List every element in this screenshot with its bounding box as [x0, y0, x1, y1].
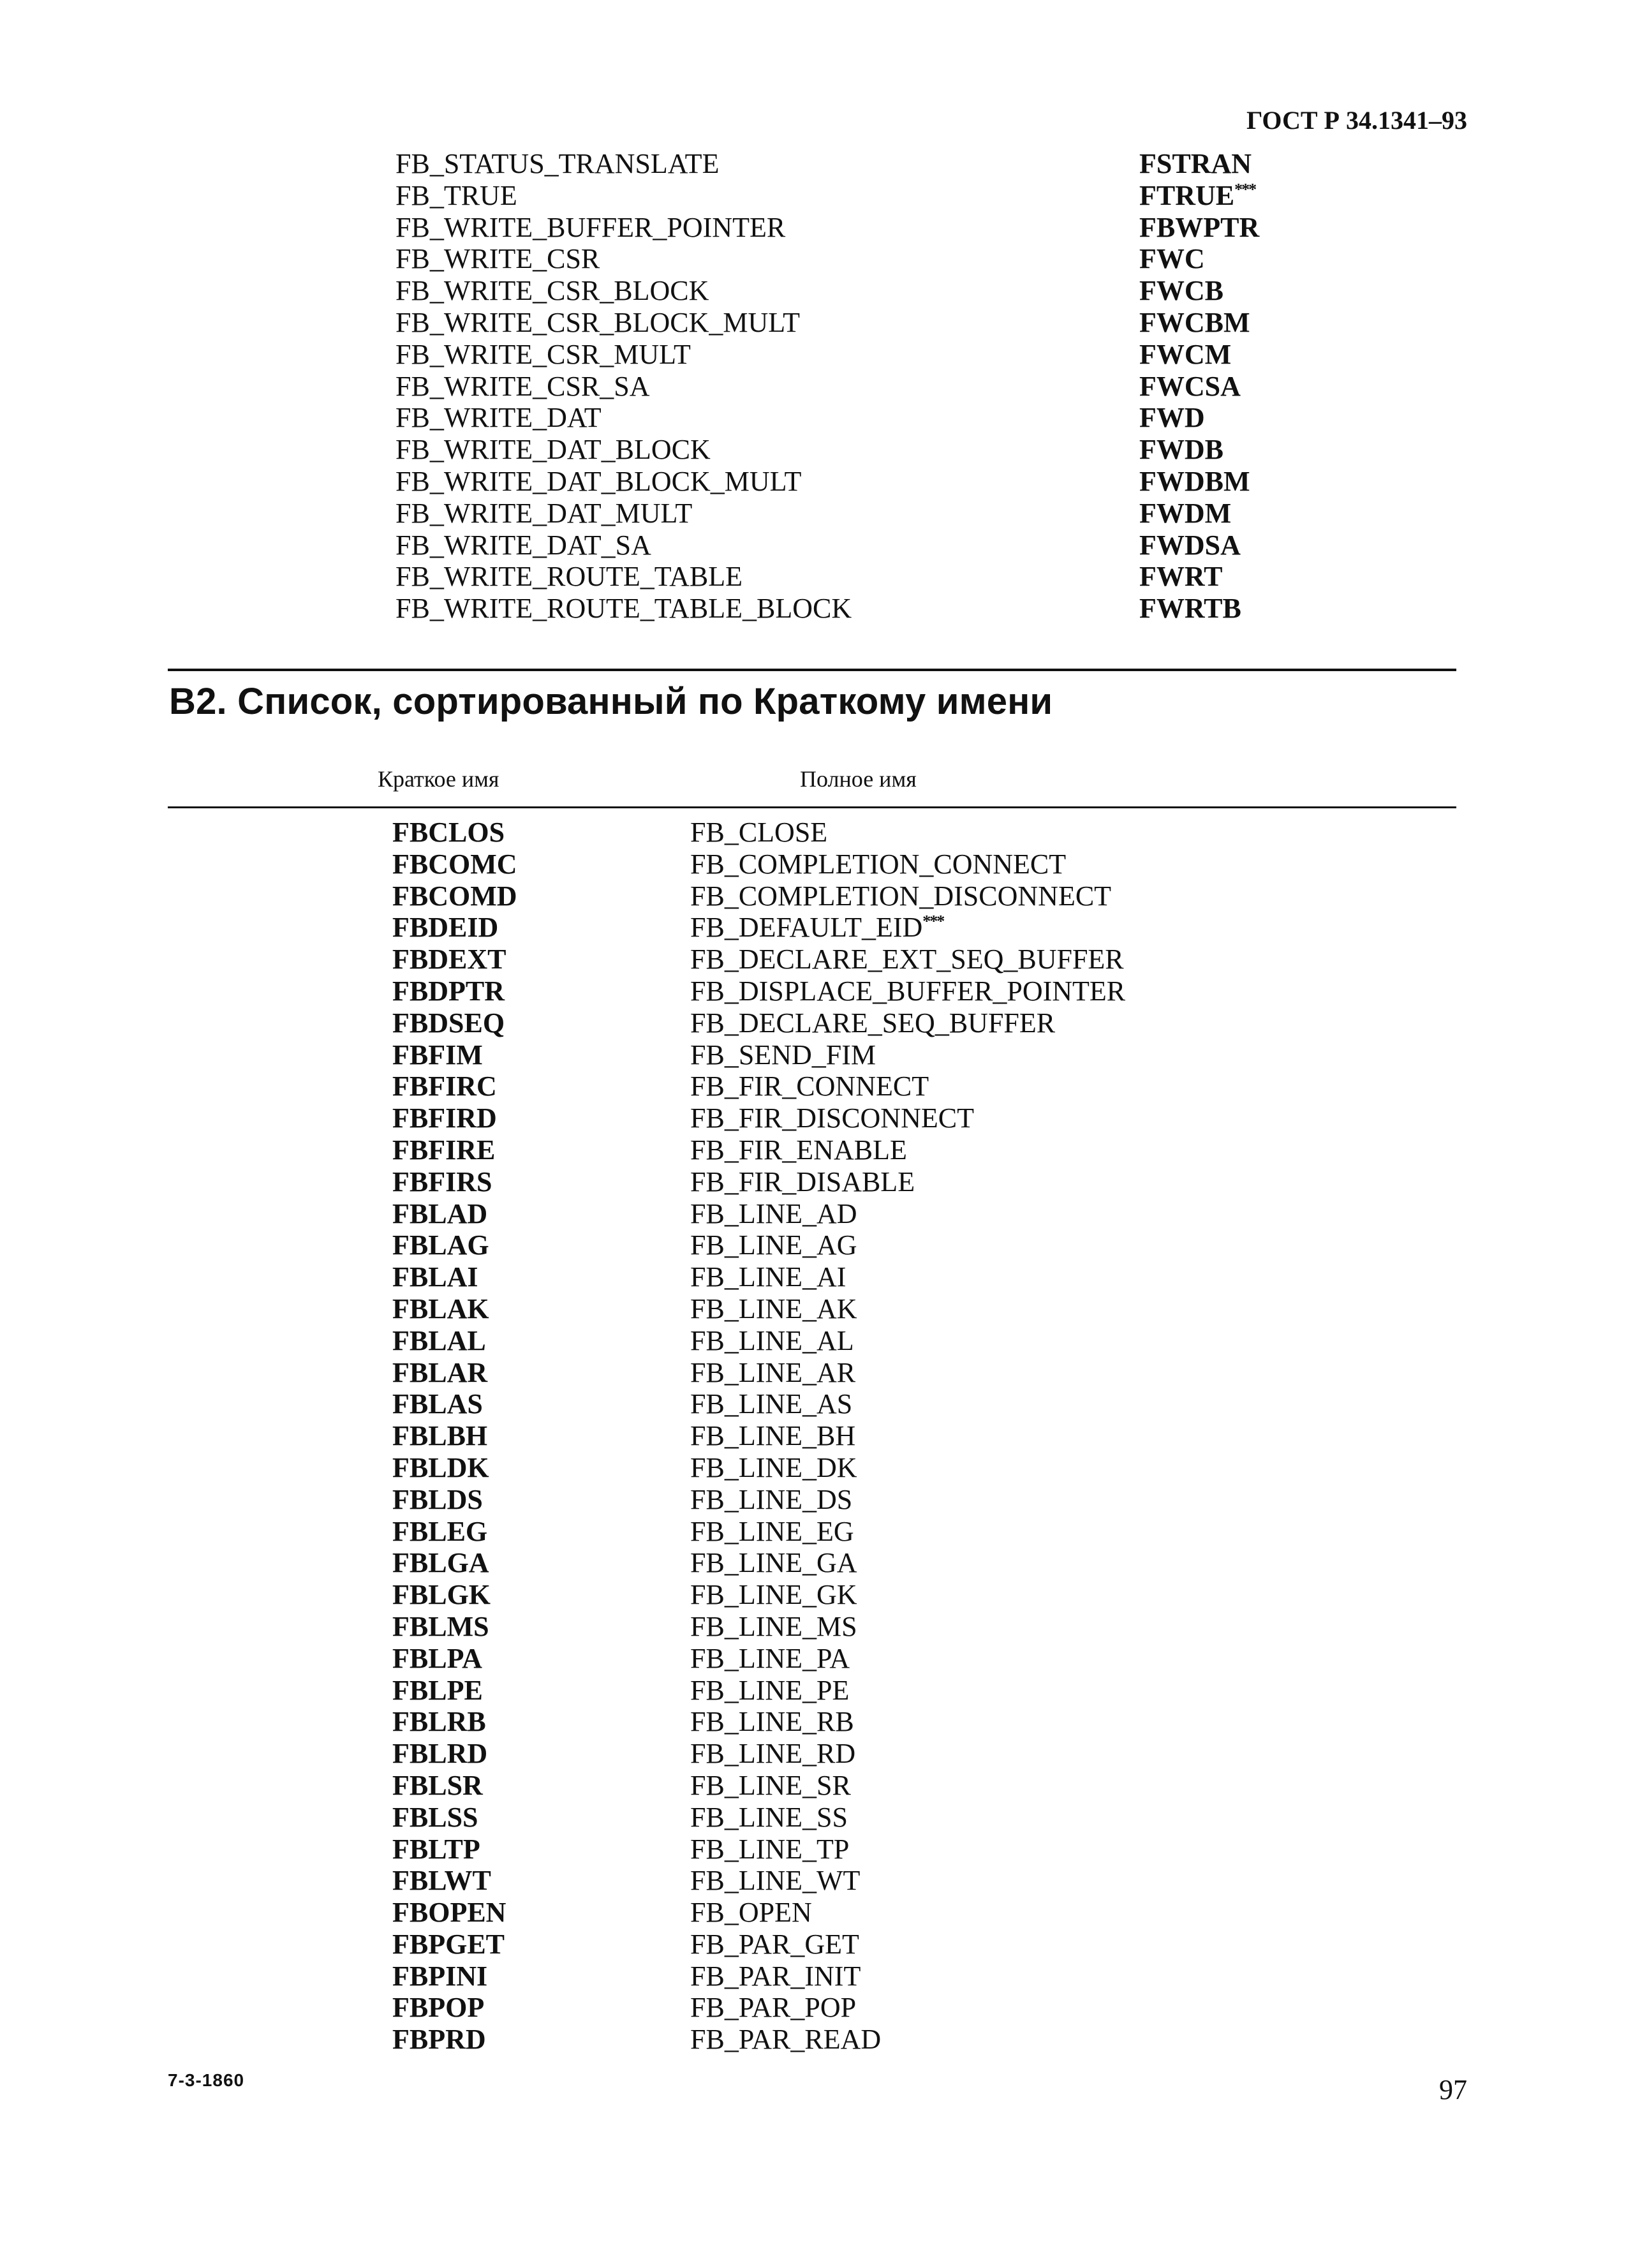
- full-name-text: FB_LINE_AD: [690, 1197, 857, 1229]
- list-row: [392, 944, 1445, 975]
- full-name-cell: [395, 371, 650, 403]
- footnote-mark: ***: [922, 912, 944, 931]
- short-name-cell: [392, 1325, 486, 1357]
- full-name-text: FB_WRITE_CSR: [395, 243, 600, 275]
- full-name-text: FB_TRUE: [395, 179, 517, 211]
- short-name-cell: [392, 1293, 489, 1325]
- list-row: [392, 1897, 1445, 1929]
- list-row: [395, 402, 1301, 434]
- full-name-cell: [690, 975, 1125, 1007]
- full-name-cell: [690, 1802, 848, 1834]
- short-name-text: FBLAS: [392, 1388, 483, 1420]
- full-name-cell: [690, 2024, 881, 2056]
- short-name-text: FBDEID: [392, 912, 499, 944]
- full-name-text: FB_LINE_EG: [690, 1515, 854, 1547]
- full-name-cell: [690, 1134, 907, 1166]
- short-name-cell: [392, 944, 506, 975]
- full-name-cell: [690, 1960, 861, 1992]
- column-header-rule: [168, 806, 1456, 808]
- list-row: [392, 880, 1445, 912]
- short-name-cell: [392, 1198, 487, 1230]
- full-name-text: FB_LINE_PA: [690, 1642, 850, 1674]
- short-name-text: FBLDS: [392, 1483, 483, 1515]
- full-name-cell: [690, 1579, 857, 1611]
- list-row: [395, 371, 1301, 403]
- full-name-cell: [690, 1547, 857, 1579]
- short-name-cell: [392, 849, 517, 880]
- full-name-cell: [395, 243, 600, 275]
- list-row: [395, 180, 1301, 212]
- short-name-cell: [392, 880, 517, 912]
- full-name-cell: [690, 1102, 974, 1134]
- full-name-cell: [395, 466, 801, 498]
- short-name-text: FBLSR: [392, 1769, 483, 1801]
- short-name-cell: [392, 1579, 491, 1611]
- full-name-cell: [395, 498, 692, 530]
- full-name-cell: [690, 1261, 846, 1293]
- full-name-text: FB_LINE_AG: [690, 1229, 857, 1261]
- list-row: [395, 275, 1301, 307]
- full-name-text: FB_DEFAULT_EID: [690, 912, 923, 944]
- full-name-text: FB_WRITE_DAT_BLOCK_MULT: [395, 465, 802, 497]
- list-row: [395, 243, 1301, 275]
- short-name-cell: [392, 1706, 486, 1738]
- full-name-text: FB_COMPLETION_CONNECT: [690, 848, 1067, 880]
- short-name-text: FWC: [1139, 243, 1205, 275]
- short-name-text: FBLWT: [392, 1865, 491, 1897]
- short-name-cell: [1139, 243, 1205, 275]
- short-name-cell: [392, 1166, 492, 1198]
- short-name-cell: [392, 1261, 478, 1293]
- full-name-text: FB_WRITE_CSR_BLOCK_MULT: [395, 306, 801, 338]
- short-name-text: FBFIRS: [392, 1166, 492, 1197]
- short-name-cell: [392, 1611, 489, 1643]
- short-name-cell: [392, 1388, 483, 1420]
- short-name-cell: [1139, 275, 1223, 307]
- standard-designation: ГОСТ Р 34.1341–93: [1246, 106, 1467, 135]
- short-name-cell: [392, 1102, 497, 1134]
- full-name-text: FB_CLOSE: [690, 817, 828, 848]
- short-name-cell: [392, 1929, 505, 1960]
- list-row: [392, 817, 1445, 849]
- short-name-text: FBOPEN: [392, 1897, 506, 1929]
- short-name-cell: [392, 1738, 487, 1770]
- list-row: [392, 1706, 1445, 1738]
- short-name-text: FBCOMD: [392, 880, 517, 912]
- list-row: [392, 1929, 1445, 1960]
- list-row: [392, 1547, 1445, 1579]
- full-name-cell: [690, 1865, 860, 1897]
- short-name-cell: [392, 1960, 487, 1992]
- full-name-cell: [395, 339, 691, 371]
- short-name-text: FBLAR: [392, 1356, 488, 1388]
- full-name-cell: [690, 1007, 1055, 1039]
- short-name-text: FBLDK: [392, 1451, 489, 1483]
- short-name-cell: [1139, 434, 1223, 466]
- list-row: [392, 1643, 1445, 1675]
- short-name-cell: [392, 1992, 484, 2024]
- full-name-text: FB_WRITE_CSR_SA: [395, 370, 650, 402]
- full-name-text: FB_LINE_AS: [690, 1388, 853, 1420]
- short-name-cell: [392, 1452, 489, 1484]
- full-name-text: FB_LINE_SR: [690, 1769, 851, 1801]
- short-name-text: FBPRD: [392, 2024, 486, 2056]
- full-name-cell: [690, 1357, 855, 1389]
- full-name-cell: [395, 561, 743, 593]
- full-name-cell: [690, 1834, 849, 1865]
- full-name-text: FB_WRITE_DAT: [395, 402, 602, 434]
- short-name-cell: [392, 1484, 483, 1516]
- short-name-text: FWCM: [1139, 338, 1232, 370]
- full-name-cell: [690, 880, 1111, 912]
- full-name-cell: [395, 212, 785, 244]
- full-name-cell: [395, 593, 852, 625]
- full-name-text: FB_PAR_POP: [690, 1992, 857, 2024]
- short-name-cell: [392, 1802, 478, 1834]
- full-name-text: FB_WRITE_BUFFER_POINTER: [395, 211, 786, 243]
- short-name-cell: [1139, 498, 1231, 530]
- full-name-cell: [690, 1484, 852, 1516]
- list-row: [392, 1071, 1445, 1102]
- list-row: [392, 1420, 1445, 1452]
- full-name-text: FB_WRITE_CSR_BLOCK: [395, 275, 709, 307]
- full-name-cell: [690, 1039, 876, 1071]
- list-row: [395, 307, 1301, 339]
- short-name-cell: [1139, 561, 1222, 593]
- section-title: B2. Список, сортированный по Краткому имени: [169, 681, 1053, 722]
- list-row: [395, 530, 1301, 561]
- short-name-text: FBLEG: [392, 1515, 488, 1547]
- full-name-text: FB_SEND_FIM: [690, 1039, 876, 1071]
- list-row: [392, 1865, 1445, 1897]
- list-row: [392, 849, 1445, 880]
- list-row: [392, 1134, 1445, 1166]
- short-name-text: FSTRAN: [1139, 148, 1252, 179]
- full-name-cell: [690, 1420, 855, 1452]
- full-name-text: FB_LINE_DS: [690, 1483, 853, 1515]
- short-name-text: FBFIRE: [392, 1134, 496, 1166]
- print-code: 7-3-1860: [168, 2070, 245, 2090]
- list-row: [392, 2024, 1445, 2056]
- short-name-cell: [1139, 212, 1259, 244]
- list-row: [395, 593, 1301, 625]
- full-name-text: FB_DECLARE_EXT_SEQ_BUFFER: [690, 944, 1124, 975]
- list-row: [392, 1579, 1445, 1611]
- list-row: [392, 1992, 1445, 2024]
- short-name-text: FWD: [1139, 402, 1205, 434]
- short-name-text: FBDEXT: [392, 944, 506, 975]
- list-row: [392, 1007, 1445, 1039]
- short-name-text: FWRTB: [1139, 593, 1241, 625]
- full-name-cell: [690, 1770, 851, 1802]
- full-name-cell: [690, 1516, 854, 1548]
- full-name-cell: [395, 275, 709, 307]
- list-row: [392, 1675, 1445, 1707]
- short-name-cell: [392, 1547, 489, 1579]
- list-row: [392, 1102, 1445, 1134]
- full-name-text: FB_PAR_READ: [690, 2024, 882, 2056]
- full-name-text: FB_LINE_SS: [690, 1801, 848, 1833]
- full-name-text: FB_FIR_DISCONNECT: [690, 1102, 974, 1134]
- short-name-text: FBLAK: [392, 1293, 489, 1324]
- short-name-text: FBCOMC: [392, 848, 517, 880]
- list-row: [392, 1039, 1445, 1071]
- full-name-cell: [690, 1293, 857, 1325]
- short-name-cell: [392, 1834, 480, 1865]
- full-name-text: FB_LINE_PE: [690, 1674, 850, 1706]
- page-number: 97: [1439, 2074, 1467, 2105]
- full-name-text: FB_FIR_DISABLE: [690, 1166, 915, 1197]
- full-name-cell: [690, 1198, 857, 1230]
- list-row: [392, 1516, 1445, 1548]
- section-divider-rule: [168, 669, 1456, 671]
- full-name-text: FB_LINE_RB: [690, 1706, 854, 1738]
- list-row: [395, 434, 1301, 466]
- short-name-text: FBLGA: [392, 1547, 489, 1579]
- short-name-cell: [392, 1516, 487, 1548]
- list-row: [392, 1484, 1445, 1516]
- short-name-text: FBFIRC: [392, 1071, 497, 1102]
- full-name-text: FB_OPEN: [690, 1897, 812, 1929]
- short-name-text: FBLAL: [392, 1324, 486, 1356]
- short-name-cell: [392, 817, 505, 849]
- full-name-text: FB_LINE_WT: [690, 1865, 861, 1897]
- short-name-text: FBLPA: [392, 1642, 482, 1674]
- column-header-short-name: Краткое имя: [378, 766, 499, 792]
- short-name-cell: [392, 1643, 482, 1675]
- list-row: [392, 1834, 1445, 1865]
- short-name-cell: [1139, 530, 1241, 561]
- list-row: [392, 1293, 1445, 1325]
- short-name-text: FWRT: [1139, 561, 1223, 593]
- short-name-text: FBLRB: [392, 1706, 486, 1738]
- full-name-text: FB_LINE_GA: [690, 1547, 857, 1579]
- full-name-text: FB_STATUS_TRANSLATE: [395, 148, 720, 179]
- short-name-cell: [392, 1357, 487, 1389]
- full-name-text: FB_LINE_TP: [690, 1833, 850, 1865]
- list-row: [392, 1738, 1445, 1770]
- full-name-text: FB_WRITE_CSR_MULT: [395, 338, 691, 370]
- list-row: [392, 1261, 1445, 1293]
- list-row: [392, 1325, 1445, 1357]
- short-name-text: FBPGET: [392, 1928, 505, 1960]
- full-name-cell: [395, 402, 602, 434]
- column-header-full-name: Полное имя: [800, 766, 917, 792]
- full-name-text: FB_LINE_GK: [690, 1579, 857, 1611]
- short-name-text: FWCB: [1139, 275, 1223, 307]
- list-row: [392, 975, 1445, 1007]
- short-name-text: FWDSA: [1139, 529, 1241, 561]
- full-name-text: FB_LINE_AL: [690, 1324, 854, 1356]
- list-row: [395, 561, 1301, 593]
- short-name-cell: [392, 1897, 506, 1929]
- short-name-text: FBDPTR: [392, 975, 505, 1007]
- full-name-text: FB_WRITE_DAT_MULT: [395, 497, 693, 529]
- short-name-cell: [392, 2024, 486, 2056]
- full-name-cell: [690, 1388, 852, 1420]
- list-row: [392, 912, 1445, 944]
- short-name-text: FBPINI: [392, 1960, 488, 1992]
- full-name-text: FB_LINE_MS: [690, 1610, 857, 1642]
- full-name-text: FB_LINE_BH: [690, 1420, 856, 1452]
- short-name-text: FBLTP: [392, 1833, 480, 1865]
- short-name-text: FBLMS: [392, 1610, 489, 1642]
- short-name-cell: [392, 1770, 483, 1802]
- short-name-text: FWDM: [1139, 497, 1232, 529]
- list-row: [392, 1452, 1445, 1484]
- full-name-cell: [690, 1611, 857, 1643]
- short-name-text: FBWPTR: [1139, 211, 1260, 243]
- short-name-cell: [1139, 307, 1250, 339]
- full-name-text: FB_WRITE_DAT_SA: [395, 529, 651, 561]
- full-name-text: FB_FIR_ENABLE: [690, 1134, 907, 1166]
- full-name-cell: [395, 180, 517, 212]
- list-row: [392, 1357, 1445, 1389]
- full-name-text: FB_WRITE_DAT_BLOCK: [395, 434, 711, 466]
- list-row: [392, 1770, 1445, 1802]
- short-name-sorted-list: [392, 817, 1445, 2056]
- short-name-text: FBLPE: [392, 1674, 483, 1706]
- short-name-cell: [392, 1039, 483, 1071]
- short-name-text: FBCLOS: [392, 817, 505, 848]
- full-name-text: FB_DECLARE_SEQ_BUFFER: [690, 1007, 1056, 1039]
- short-name-cell: [392, 1675, 483, 1707]
- full-name-cell: [690, 1452, 857, 1484]
- full-name-sorted-list-continuation: [395, 148, 1301, 625]
- short-name-cell: [1139, 180, 1255, 212]
- short-name-cell: [392, 1420, 487, 1452]
- full-name-text: FB_COMPLETION_DISCONNECT: [690, 880, 1112, 912]
- short-name-text: FBDSEQ: [392, 1007, 505, 1039]
- short-name-cell: [392, 1865, 491, 1897]
- full-name-cell: [395, 148, 719, 180]
- full-name-cell: [690, 1675, 849, 1707]
- list-row: [395, 339, 1301, 371]
- list-row: [392, 1802, 1445, 1834]
- full-name-text: FB_PAR_GET: [690, 1928, 859, 1960]
- short-name-cell: [1139, 593, 1241, 625]
- full-name-cell: [690, 1071, 929, 1102]
- short-name-cell: [1139, 148, 1252, 180]
- full-name-cell: [690, 944, 1124, 975]
- full-name-text: FB_DISPLACE_BUFFER_POINTER: [690, 975, 1126, 1007]
- full-name-text: FB_LINE_DK: [690, 1451, 857, 1483]
- full-name-cell: [690, 1325, 854, 1357]
- short-name-cell: [1139, 371, 1241, 403]
- short-name-text: FBLAG: [392, 1229, 489, 1261]
- full-name-cell: [395, 434, 711, 466]
- list-row: [395, 498, 1301, 530]
- short-name-cell: [392, 912, 498, 944]
- short-name-text: FBLAD: [392, 1197, 488, 1229]
- short-name-text: FTRUE: [1139, 179, 1235, 211]
- full-name-cell: [690, 1229, 857, 1261]
- full-name-cell: [690, 849, 1066, 880]
- list-row: [395, 212, 1301, 244]
- full-name-text: FB_PAR_INIT: [690, 1960, 861, 1992]
- full-name-cell: [690, 1643, 850, 1675]
- full-name-text: FB_WRITE_ROUTE_TABLE_BLOCK: [395, 593, 852, 625]
- short-name-text: FBLBH: [392, 1420, 488, 1452]
- short-name-cell: [1139, 466, 1250, 498]
- short-name-text: FBFIRD: [392, 1102, 497, 1134]
- full-name-cell: [395, 530, 651, 561]
- full-name-cell: [690, 1706, 854, 1738]
- short-name-text: FBPOP: [392, 1992, 485, 2024]
- full-name-cell: [690, 1929, 859, 1960]
- full-name-text: FB_LINE_AK: [690, 1293, 857, 1324]
- short-name-text: FBLSS: [392, 1801, 478, 1833]
- full-name-cell: [395, 307, 800, 339]
- full-name-text: FB_LINE_RD: [690, 1738, 856, 1770]
- short-name-cell: [392, 1071, 497, 1102]
- list-row: [395, 148, 1301, 180]
- full-name-cell: [690, 912, 943, 944]
- short-name-text: FBLAI: [392, 1261, 478, 1293]
- full-name-text: FB_WRITE_ROUTE_TABLE: [395, 561, 743, 593]
- full-name-cell: [690, 817, 827, 849]
- short-name-text: FBLGK: [392, 1579, 491, 1611]
- list-row: [392, 1611, 1445, 1643]
- short-name-text: FBFIM: [392, 1039, 483, 1071]
- short-name-text: FWCSA: [1139, 370, 1241, 402]
- short-name-text: FWDB: [1139, 434, 1223, 466]
- short-name-cell: [392, 1134, 495, 1166]
- full-name-cell: [690, 1897, 812, 1929]
- list-row: [392, 1166, 1445, 1198]
- full-name-text: FB_LINE_AR: [690, 1356, 856, 1388]
- short-name-text: FWCBM: [1139, 306, 1250, 338]
- list-row: [395, 466, 1301, 498]
- footnote-mark: ***: [1234, 180, 1256, 199]
- list-row: [392, 1229, 1445, 1261]
- list-row: [392, 1388, 1445, 1420]
- full-name-cell: [690, 1166, 915, 1198]
- short-name-cell: [392, 975, 505, 1007]
- full-name-text: FB_FIR_CONNECT: [690, 1071, 929, 1102]
- short-name-text: FWDBM: [1139, 465, 1250, 497]
- full-name-cell: [690, 1738, 855, 1770]
- short-name-text: FBLRD: [392, 1738, 488, 1770]
- full-name-text: FB_LINE_AI: [690, 1261, 846, 1293]
- list-row: [392, 1198, 1445, 1230]
- full-name-cell: [690, 1992, 856, 2024]
- list-row: [392, 1960, 1445, 1992]
- short-name-cell: [392, 1007, 505, 1039]
- short-name-cell: [1139, 339, 1231, 371]
- short-name-cell: [1139, 402, 1205, 434]
- short-name-cell: [392, 1229, 489, 1261]
